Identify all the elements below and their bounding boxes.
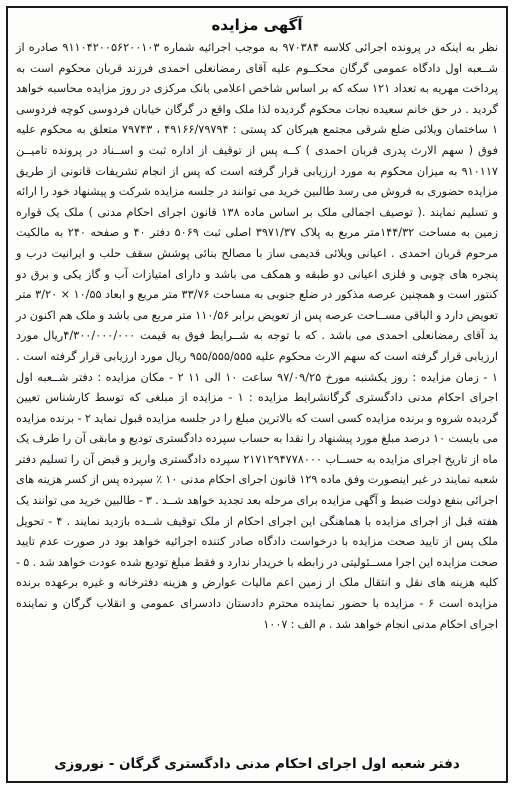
auction-notice-box	[6, 6, 508, 783]
notice-title: آگهی مزایده	[211, 16, 303, 34]
notice-body: نظر به اینکه در پرونده اجرائی کلاسه ۹۷۰۳۸۴ به موجب اجرائیه شماره ۹۱۱۰۴۲۰۰۵۶۲۰۰۱۰۳ صادره از شــعبه اول دادگاه عمومی گرگان محکــوم علیه آقای رمضانعلی احمدی فرزند قربان محکوم است به پرداخت مهریه به تعداد ۱۲۱ سکه که بر اساس شاخص اعلامی بانک مرکزی در روز مزایده محاسبه خواهد گردید . در حق خانم سعیده نجات محکوم گردیده لذا ملک واقع در گرگان خیابان فردوسی کوچه فردوسی ۱ ساختمان ویلائی ضلع شرقی مجتمع هیرکان کد پستی : ۴۹۱۶۶/۷۹۷۹۴ ، ۷۹۷۴۳ متعلق به محکوم علیه فوق ( سهم الارث پدری قربان احمدی ) کــه پس از توقیف از اداره ثبت و اســناد در پرونده تامیــن ۹۱۰۱۱۷ به میزان محکوم به مورد ارزیابی قرار گرفته است که پس از انجام تشریفات قانونی از طریق مزایده حضوری به فروش می رسد طالبین خرید می توانند در جلسه مزایده شرکت و پیشنهاد خود را ارائه و تسلیم نمایند .( توصیف اجمالی ملک بر اساس ماده ۱۳۸ قانون اجرای احکام مدنی ) ملک یک قواره زمین به مساحت ۱۴۴/۳۲متر مربع به پلاک ۳۹۷۱/۳۷ اصلی ثبت ۵۰۶۹ دفتر ۴۰ و صفحه ۲۴۰ به مالکیت مرحوم قربان احمدی . اعیانی ویلائی قدیمی ساز با مصالح بنائی پوشش سقف حلب و ایرانیت درب و پنجره های چوبی و فلزی اعیانی دو طبقه و همکف می باشد و دارای امتیازات آب و گاز یکی و برق دو کنتور است و همچنین عرصه مذکور در ضلع جنوبی به مساحت ۳۳/۷۶ متر مربع و ابعاد ۱۰/۵۵ × ۳/۲۰ متر تعویض دارد و الباقی مســاحت عرصه پس از تعویض برابر ۱۱۰/۵۶ متر مربع می باشد و ملک هم اکنون در ید آقای رمضانعلی احمدی می باشد . که با توجه به شــرایط فوق به قیمت ۴/۳۰۰/۰۰۰/۰۰۰ریال مورد ارزیابی قرار گرفته است که سهم الارث محکوم علیه ۹۵۵/۵۵۵/۵۵۵ ریال مورد ارزیابی قرار گرفته است . ۱ - زمان مزایده : روز یکشنبه مورخ ۹۷/۰۹/۲۵ ساعت ۱۰ الی ۱۱ ۲ - مکان مزایده : دفتر شــعبه اول اجرای احکام مدنی دادگستری گرگانشرایط مزایده : ۱ - مزایده از مبلغی که توسط کارشناس تعیین گردیده شروه و برنده مزایده کسی است که بالاترین مبلغ را در جلسه مزایده قبول نماید ۲ - برنده مزایده می بایست ۱۰ درصد مبلغ مورد پیشنهاد را نقدا به حساب سپرده دادگستری تودیع و مابقی آن را طرف یک ماه از تاریخ اجرای مزایده به حســاب ۲۱۷۱۲۹۴۷۷۸۰۰۰ سپرده دادگستری واریز و قبض آن را تسلیم دفتر شعبه نمایند در غیر اینصورت وفق ماده ۱۲۹ قانون اجرای احکام مدنی ۱۰ ٪ سپرده پس از کسر هزینه های اجرائی بنفع دولت ضبط و آگهی مزایده برای مرحله بعد تجدید خواهد شــد . ۳ - طالبین خرید می توانند یک هفته قبل از اجرای مزایده با هماهنگی این اجرای احکام از ملک توقیف شــده بازدید نمایند . ۴ - تحویل ملک پس از تایید صحت مزایده با درخواست دادگاه صادر کننده اجرائیه خواهد بود در صورت عدم تایید صحت مزایده این اجرا مســئولیتی در رابطه با خریدار ندارد و فقط مبلغ تودیع شده عودت خواهد شد . ۵ - کلیه هزینه های نقل و انتقال ملک از زمین اعم مالیات عوارض و هزینه دفترخانه و غیره برعهده برنده مزایده است ۶ - مزایده با حضور نماینده محترم دادستان دادسرای عمومی و انقلاب گرگان و نماینده اجرای احکام مدنی انجام خواهد شد . م الف : ۱۰۰۷	[16, 41, 499, 631]
notice-signature: دفتر شعبه اول اجرای احکام مدنی دادگستری گرگان - نوروزی	[54, 756, 460, 772]
